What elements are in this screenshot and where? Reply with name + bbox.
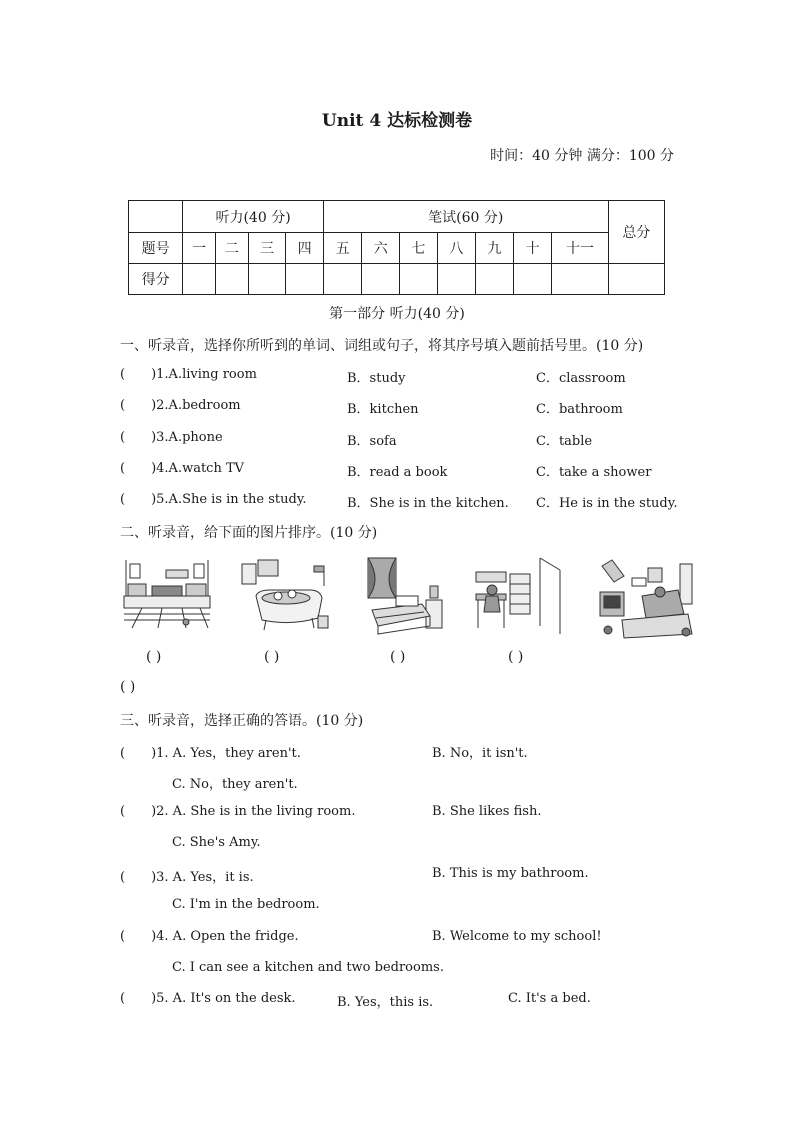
option-c: C．take a shower [536,465,652,480]
list-item[interactable] [120,742,301,761]
option-a: )4. A. Open the fridge. [151,929,299,944]
section2-heading: 二、听录音，给下面的图片排序。(10 分) [120,525,378,541]
option-a: )5.A.She is in the study. [151,492,307,507]
answer-bracket[interactable]: ( ) [390,649,406,665]
option-c: C. No，they aren't. [172,777,298,792]
option-a: )2. A. She is in the living room. [151,804,356,819]
list-item[interactable] [120,929,299,944]
option-a: )3. A. Yes，it is. [151,870,254,885]
living-room-picture-icon [598,556,694,640]
answer-bracket[interactable]: ( ) [120,679,136,695]
section3-heading: 三、听录音，选择正确的答语。(10 分) [120,713,364,729]
score-cell[interactable] [183,264,216,295]
option-c: C．table [536,434,593,449]
part1-title: 第一部分 听力(40 分) [329,306,465,322]
list-item[interactable] [120,430,223,445]
section1-heading: 一、听录音，选择你所听到的单词、词组或句子，将其序号填入题前括号里。(10 分) [120,338,644,354]
table-col: 三 [248,233,286,264]
option-b: B. This is my bathroom. [432,866,589,881]
bedroom-picture-icon [366,556,448,636]
bathroom-picture-icon [240,556,330,636]
table-col: 十 [513,233,552,264]
option-b: B．study [347,371,406,386]
open-paren: ( [120,492,126,507]
option-b: B．sofa [347,434,397,449]
answer-bracket[interactable]: ( ) [146,649,162,665]
option-b: B. Yes，this is. [337,995,434,1010]
score-cell[interactable] [608,264,664,295]
open-paren: ( [120,461,126,476]
exam-time-score: 时间：40 分钟 满分：100 分 [490,148,674,164]
option-b: B．kitchen [347,402,419,417]
score-table [128,200,665,295]
score-cell[interactable] [476,264,514,295]
score-cell[interactable] [323,264,362,295]
list-item[interactable] [120,461,244,476]
writing-header: 笔试(60 分) [323,201,608,233]
option-c: C．bathroom [536,402,623,417]
option-a: )3.A.phone [151,430,223,445]
score-cell[interactable] [552,264,608,295]
answer-bracket[interactable]: ( ) [264,649,280,665]
table-col: 二 [215,233,248,264]
listening-header: 听力(40 分) [183,201,324,233]
option-b: B. She likes fish. [432,804,542,819]
open-paren: ( [120,430,126,445]
open-paren: ( [120,367,126,382]
option-b: B．read a book [347,465,448,480]
option-a: )1. A. Yes，they aren't. [151,746,301,761]
option-c: C. It's a bed. [508,991,591,1006]
score-cell[interactable] [437,264,476,295]
option-a: )2.A.bedroom [151,398,241,413]
open-paren: ( [120,746,126,761]
table-col: 九 [476,233,514,264]
list-item[interactable] [120,367,257,382]
answer-bracket[interactable]: ( ) [508,649,524,665]
score-cell[interactable] [215,264,248,295]
option-a: )5. A. It's on the desk. [151,991,296,1006]
score-cell[interactable] [400,264,438,295]
question-number-label: 题号 [129,233,183,264]
open-paren: ( [120,398,126,413]
score-cell[interactable] [362,264,400,295]
option-c: C．classroom [536,371,626,386]
kitchen-picture-icon [122,556,212,628]
table-col: 五 [323,233,362,264]
option-c: C. I'm in the bedroom. [172,897,320,912]
score-cell[interactable] [286,264,324,295]
table-col: 十一 [552,233,608,264]
list-item[interactable] [120,866,254,885]
table-col: 七 [400,233,438,264]
option-c: C．He is in the study. [536,496,678,511]
table-col: 六 [362,233,400,264]
table-col: 一 [183,233,216,264]
option-a: )4.A.watch TV [151,461,245,476]
table-col: 八 [437,233,476,264]
study-picture-icon [474,556,568,636]
score-table-corner [129,201,183,233]
open-paren: ( [120,991,126,1006]
open-paren: ( [120,804,126,819]
list-item[interactable] [120,991,296,1006]
page-title: Unit 4 达标检测卷 [321,111,473,131]
list-item[interactable] [120,492,307,507]
open-paren: ( [120,929,126,944]
score-cell[interactable] [513,264,552,295]
table-col: 四 [286,233,324,264]
total-header: 总分 [608,201,664,264]
score-label: 得分 [129,264,183,295]
option-b: B．She is in the kitchen. [347,496,509,511]
option-c: C. I can see a kitchen and two bedrooms. [172,960,444,975]
option-c: C. She's Amy. [172,835,261,850]
option-b: B. No，it isn't. [432,746,528,761]
list-item[interactable] [120,398,241,413]
score-cell[interactable] [248,264,286,295]
list-item[interactable] [120,804,355,819]
open-paren: ( [120,870,126,885]
option-b: B. Welcome to my school! [432,929,602,944]
option-a: )1.A.living room [151,367,257,382]
